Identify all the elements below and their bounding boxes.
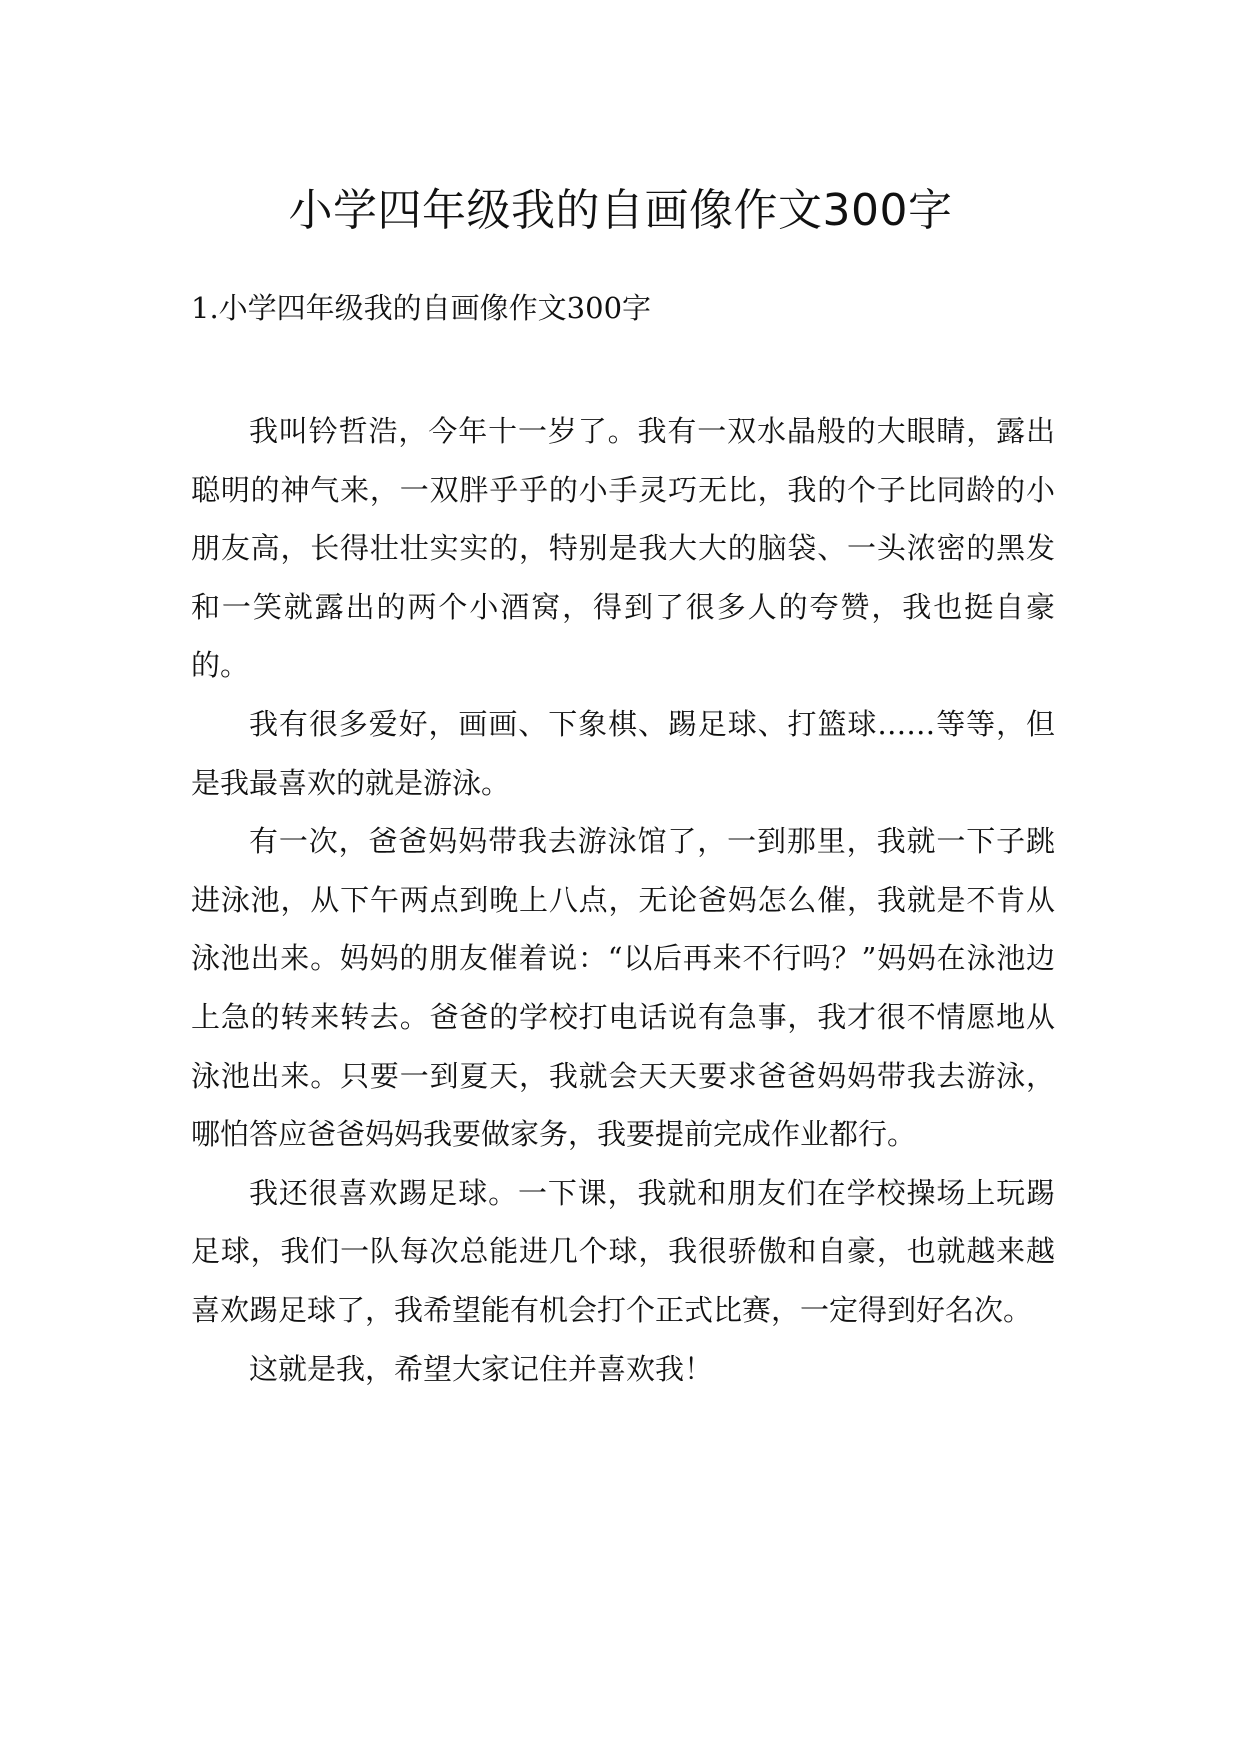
paragraph-2: 我有很多爱好，画画、下象棋、踢足球、打篮球……等等，但是我最喜欢的就是游泳。 bbox=[191, 706, 1055, 800]
paragraph-5: 这就是我，希望大家记住并喜欢我！ bbox=[249, 1351, 714, 1386]
document-title: 小学四年级我的自画像作文300字 bbox=[288, 185, 953, 237]
paragraph-3: 有一次，爸爸妈妈带我去游泳馆了，一到那里，我就一下子跳进泳池，从下午两点到晚上八点，无论爸妈怎么催，我就是不肯从泳池出来。妈妈的朋友催着说：“以后再来不行吗？”妈妈在泳池边上急的转来转去。爸爸的学校打电话说有急事，我才很不情愿地从泳池出来。只要一到夏天，我就会天天要求爸爸妈妈带我去游泳，哪怕答应爸爸妈妈我要做家务，我要提前完成作业都行。 bbox=[191, 824, 1055, 1152]
paragraph-4: 我还很喜欢踢足球。一下课，我就和朋友们在学校操场上玩踢足球，我们一队每次总能进几个球，我很骄傲和自豪，也就越来越喜欢踢足球了，我希望能有机会打个正式比赛，一定得到好名次。 bbox=[191, 1175, 1055, 1327]
section-heading: 1.小学四年级我的自画像作文300字 bbox=[191, 291, 652, 325]
paragraph-1: 我叫钤哲浩，今年十一岁了。我有一双水晶般的大眼睛，露出聪明的神气来，一双胖乎乎的小手灵巧无比，我的个子比同龄的小朋友高，长得壮壮实实的，特别是我大大的脑袋、一头浓密的黑发和一笑就露出的两个小酒窝，得到了很多人的夸赞，我也挺自豪的。 bbox=[191, 414, 1055, 683]
essay-body bbox=[191, 402, 1055, 1398]
